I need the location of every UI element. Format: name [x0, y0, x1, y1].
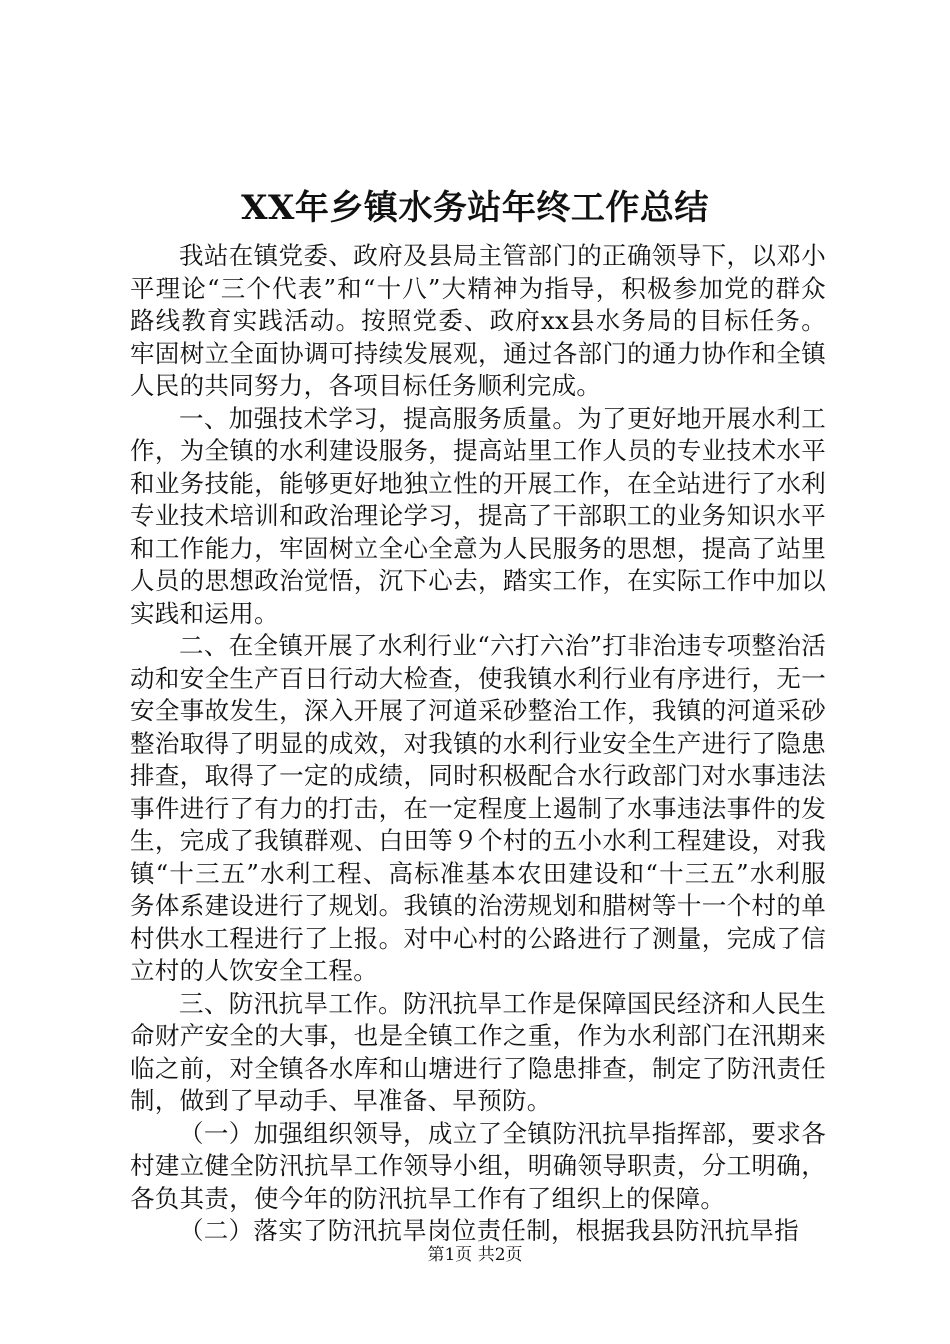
paragraph-section-2: 二、在全镇开展了水利行业“六打六治”打非治违专项整治活动和安全生产百日行动大检查，使我镇水利行业有序进行，无一安全事故发生，深入开展了河道采砂整治工作，我镇的河道采砂整治取得了明显的成效，对我镇的水利行业安全生产进行了隐患排查，取得了一定的成绩，同时积极配合水行政部门对水事违法事件进行了有力的打击，在一定程度上遏制了水事违法事件的发生，完成了我镇群观、白田等９个村的五小水利工程建设，对我镇“十三五”水利工程、高标准基本农田建设和“十三五”水利服务体系建设进行了规划。我镇的治涝规划和腊树等十一个村的单村供水工程进行了上报。对中心村的公路进行了测量，完成了信立村的人饮安全工程。: [130, 631, 826, 985]
paragraph-section-1: 一、加强技术学习，提高服务质量。为了更好地开展水利工作，为全镇的水利建设服务，提高站里工作人员的专业技术水平和业务技能，能够更好地独立性的开展工作，在全站进行了水利专业技术培训和政治理论学习，提高了干部职工的业务知识水平和工作能力，牢固树立全心全意为人民服务的思想，提高了站里人员的思想政治觉悟，沉下心去，踏实工作，在实际工作中加以实践和运用。: [130, 403, 826, 628]
document-title: XX年乡镇水务站年终工作总结: [241, 188, 709, 228]
paragraph-subsection-2: （二）落实了防汛抗旱岗位责任制，根据我县防汛抗旱指: [179, 1216, 799, 1245]
document-body: [130, 240, 826, 1248]
paragraph-intro: 我站在镇党委、政府及县局主管部门的正确领导下，以邓小平理论“三个代表”和“十八”大精神为指导，积极参加党的群众路线教育实践活动。按照党委、政府xx县水务局的目标任务。牢固树立全面协调可持续发展观，通过各部门的通力协作和全镇人民的共同努力，各项目标任务顺利完成。: [130, 241, 826, 400]
paragraph-section-3: 三、防汛抗旱工作。防汛抗旱工作是保障国民经济和人民生命财产安全的大事，也是全镇工作之重，作为水利部门在汛期来临之前，对全镇各水库和山塘进行了隐患排查，制定了防汛责任制，做到了早动手、早准备、早预防。: [130, 988, 826, 1115]
paragraph-subsection-1: （一）加强组织领导，成立了全镇防汛抗旱指挥部，要求各村建立健全防汛抗旱工作领导小组，明确领导职责，分工明确，各负其责，使今年的防汛抗旱工作有了组织上的保障。: [130, 1118, 826, 1213]
page-footer: 第1页 共2页: [427, 1245, 523, 1265]
